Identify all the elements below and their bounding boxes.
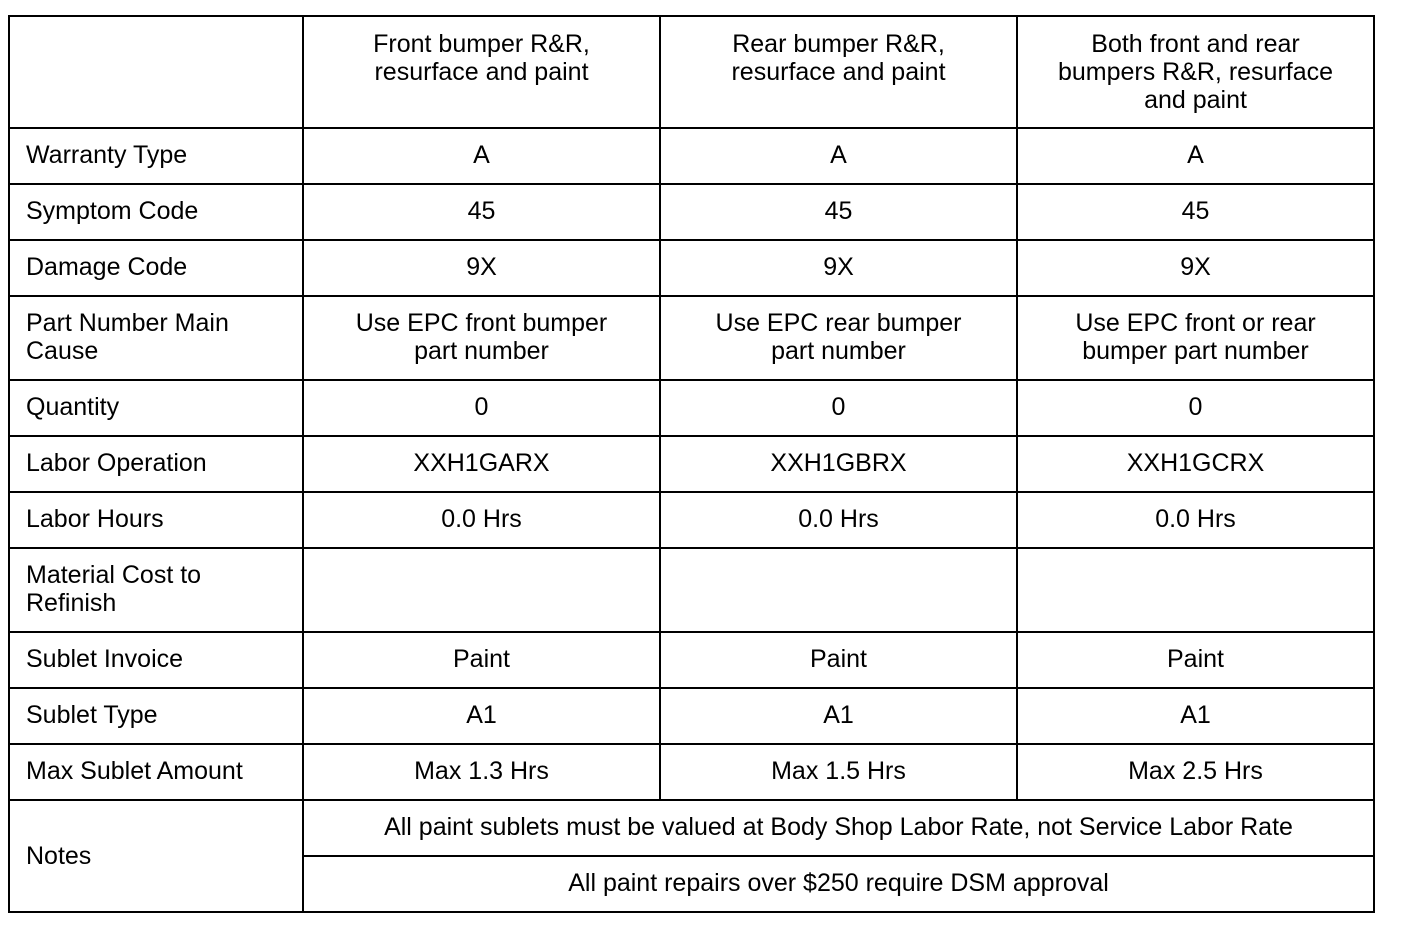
table-cell: XXH1GCRX xyxy=(1017,436,1374,492)
row-label: Symptom Code xyxy=(9,184,303,240)
table-cell: Max 1.5 Hrs xyxy=(660,744,1017,800)
table-cell: Use EPC front bumper part number xyxy=(303,296,660,380)
table-row-sublet-invoice xyxy=(9,632,1374,688)
table-cell: Use EPC rear bumper part number xyxy=(660,296,1017,380)
table-row-warranty-type xyxy=(9,128,1374,184)
table-cell: A xyxy=(660,128,1017,184)
table-cell: A1 xyxy=(1017,688,1374,744)
table-cell: 45 xyxy=(660,184,1017,240)
table-cell: 45 xyxy=(1017,184,1374,240)
note-body-shop-rate: All paint sublets must be valued at Body Shop Labor Rate, not Service Labor Rate xyxy=(303,800,1374,856)
row-label: Warranty Type xyxy=(9,128,303,184)
table-row-max-sublet-amount xyxy=(9,744,1374,800)
notes-label: Notes xyxy=(9,800,303,912)
row-label: Labor Hours xyxy=(9,492,303,548)
table-cell: 0.0 Hrs xyxy=(303,492,660,548)
column-header-both-bumpers: Both front and rear bumpers R&R, resurface and paint xyxy=(1017,16,1374,128)
header-corner-cell xyxy=(9,16,303,128)
table-cell: Paint xyxy=(303,632,660,688)
table-row-labor-operation xyxy=(9,436,1374,492)
table-row-part-number xyxy=(9,296,1374,380)
table-cell: 45 xyxy=(303,184,660,240)
table-cell xyxy=(303,548,660,632)
column-header-rear-bumper: Rear bumper R&R, resurface and paint xyxy=(660,16,1017,128)
table-row-damage-code xyxy=(9,240,1374,296)
table-cell: 0 xyxy=(660,380,1017,436)
row-label: Material Cost to Refinish xyxy=(9,548,303,632)
row-label: Labor Operation xyxy=(9,436,303,492)
table-cell xyxy=(660,548,1017,632)
table-row-symptom-code xyxy=(9,184,1374,240)
table-cell: A xyxy=(303,128,660,184)
table-row-notes xyxy=(9,800,1374,856)
table-cell xyxy=(1017,548,1374,632)
row-label: Part Number Main Cause xyxy=(9,296,303,380)
table-row-labor-hours xyxy=(9,492,1374,548)
table-cell: XXH1GBRX xyxy=(660,436,1017,492)
row-label: Quantity xyxy=(9,380,303,436)
table-cell: A xyxy=(1017,128,1374,184)
column-header-front-bumper: Front bumper R&R, resurface and paint xyxy=(303,16,660,128)
table-cell: Use EPC front or rear bumper part number xyxy=(1017,296,1374,380)
table-cell: A1 xyxy=(660,688,1017,744)
table-cell: Max 2.5 Hrs xyxy=(1017,744,1374,800)
note-dsm-approval: All paint repairs over $250 require DSM approval xyxy=(303,856,1374,912)
row-label: Damage Code xyxy=(9,240,303,296)
table-cell: XXH1GARX xyxy=(303,436,660,492)
row-label: Sublet Invoice xyxy=(9,632,303,688)
row-label: Max Sublet Amount xyxy=(9,744,303,800)
table-row-sublet-type xyxy=(9,688,1374,744)
table-cell: 0 xyxy=(303,380,660,436)
table-cell: Paint xyxy=(660,632,1017,688)
table-cell: 9X xyxy=(303,240,660,296)
table-cell: 0 xyxy=(1017,380,1374,436)
table-header-row xyxy=(9,16,1374,128)
table-row-material-cost xyxy=(9,548,1374,632)
warranty-repair-table xyxy=(8,15,1375,913)
table-cell: 9X xyxy=(660,240,1017,296)
table-cell: Paint xyxy=(1017,632,1374,688)
row-label: Sublet Type xyxy=(9,688,303,744)
table-cell: A1 xyxy=(303,688,660,744)
table-cell: 0.0 Hrs xyxy=(660,492,1017,548)
table-cell: 0.0 Hrs xyxy=(1017,492,1374,548)
table-row-quantity xyxy=(9,380,1374,436)
table-cell: 9X xyxy=(1017,240,1374,296)
table-cell: Max 1.3 Hrs xyxy=(303,744,660,800)
